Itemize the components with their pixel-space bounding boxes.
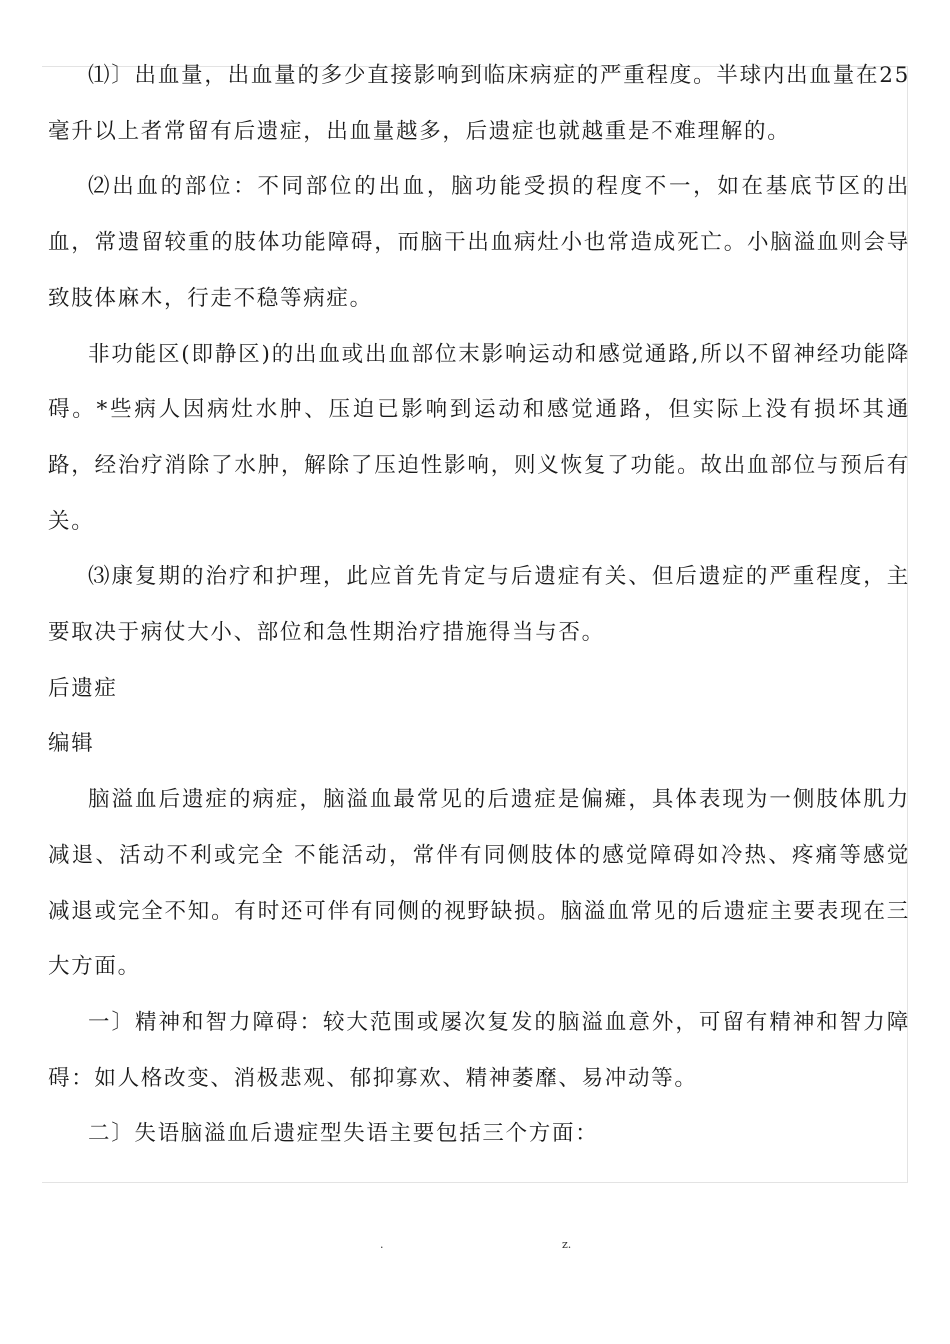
paragraph-aphasia: 二〕失语脑溢血后遗症型失语主要包括三个方面：	[88, 1121, 599, 1147]
section-heading: 后遗症	[48, 675, 118, 701]
paragraph-non-functional-area: 非功能区(即静区)的出血或出血部位末影响运动和感觉通路,所以不留神经功能降碍。*些病人因病灶水肿、压迫已影响到运动和感觉通路，但实际上没有损坏其通路，经治疗消除了水肿，解除了压迫性影响，则义恢复了功能。故出血部位与预后有关。	[48, 341, 910, 534]
paragraph-bleeding-volume: ⑴〕出血量，出血量的多少直接影响到临床病症的严重程度。半球内出血量在25毫升以上者常留有后遗症，出血量越多，后遗症也就越重是不难理解的。	[48, 63, 910, 144]
paragraph-mental-impairment: 一〕精神和智力障碍：较大范围或屡次复发的脑溢血意外，可留有精神和智力障碍：如人格改变、消极悲观、郁抑寡欢、精神萎靡、易冲动等。	[48, 1009, 910, 1091]
paragraph-sequelae-overview: 脑溢血后遗症的病症，脑溢血最常见的后遗症是偏瘫，具体表现为一侧肢体肌力减退、活动不利或完全 不能活动，常伴有同侧肢体的感觉障碍如冷热、疼痛等感觉减退或完全不知。有时还可伴有同侧的视野缺损。脑溢血常见的后遗症主要表现在三大方面。	[48, 787, 910, 980]
page-frame-bottom	[42, 1182, 907, 1183]
edit-link[interactable]: 编辑	[48, 731, 95, 757]
document-body	[48, 48, 910, 1162]
footer-right-mark: z.	[562, 1238, 572, 1251]
footer-left-mark: .	[380, 1238, 384, 1251]
paragraph-bleeding-location: ⑵出血的部位：不同部位的出血，脑功能受损的程度不一，如在基底节区的出血，常遗留较重的肢体功能障碍，而脑干出血病灶小也常造成死亡。小脑溢血则会导致肢体麻木，行走不稳等病症。	[48, 174, 910, 311]
paragraph-rehabilitation: ⑶康复期的治疗和护理，此应首先肯定与后遗症有关、但后遗症的严重程度，主要取决于病仗大小、部位和急性期治疗措施得当与否。	[48, 564, 910, 646]
